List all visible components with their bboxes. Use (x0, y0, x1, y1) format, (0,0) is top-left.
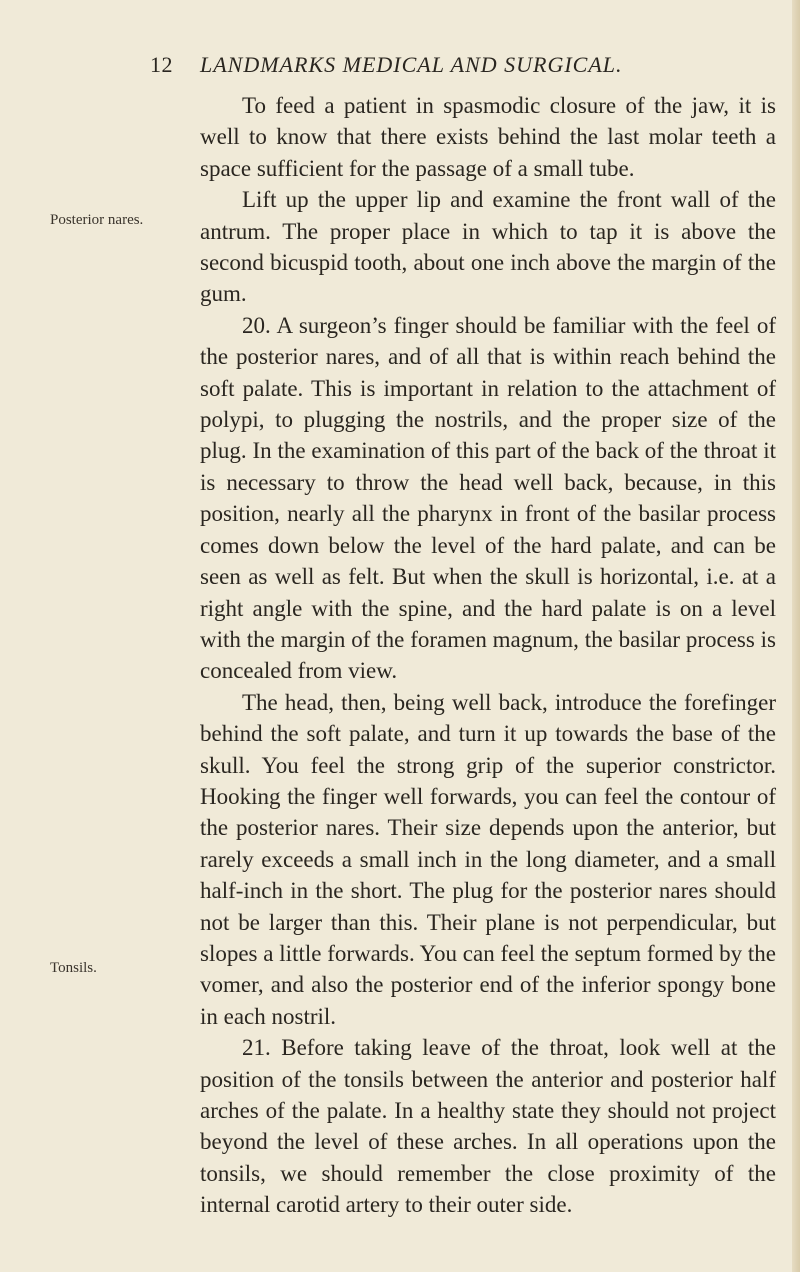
paragraph: The head, then, being well back, introduce the forefinger behind the soft palate, and turn it up towards the base of the skull. You feel the strong grip of the superior constrictor. Hooking the finger well forwards, you can feel the contour of the posterior nares. Their size depends upon the anterior, but rarely exceeds a small inch in the long diameter, and a small half-inch in the short. The plug for the posterior nares should not be larger than this. Their plane is not perpendicular, but slopes a little forwards. You can feel the septum formed by the vomer, and also the posterior end of the inferior spongy bone in each nostril. (200, 689, 776, 1029)
paragraph: Lift up the upper lip and examine the front wall of the antrum. The proper place in which to tap it is above the second bicuspid tooth, about one inch above the margin of the gum. (200, 187, 776, 307)
paragraph: 20. A surgeon’s finger should be familiar with the feel of the posterior nares, and of all that is within reach behind the soft palate. This is important in relation to the attachment of polypi, to plugging the nostrils, and the proper size of the plug. In the examination of this part of the back of the throat it is necessary to throw the head well back, because, in this position, nearly all the pharynx in front of the basilar process comes down below the level of the hard palate, and can be seen as well as felt. But when the skull is horizontal, i.e. at a right angle with the spine, and the hard palate is on a level with the margin of the foramen magnum, the basilar process is concealed from view. (200, 312, 776, 684)
page-number: 12 (150, 52, 173, 77)
running-title: LANDMARKS MEDICAL AND SURGICAL. (200, 52, 623, 77)
margin-note-posterior-nares: Posterior nares. (50, 212, 144, 228)
paragraph: To feed a patient in spasmodic closure of the jaw, it is well to know that there exists behind the last molar teeth a space sufficient for the passage of a small tube. (200, 93, 776, 181)
paragraph: 21. Before taking leave of the throat, look well at the position of the tonsils between the anterior and posterior half arches of the palate. In a healthy state they should not project beyond the level of these arches. In all operations upon the tonsils, we should remember the close proximity of the internal carotid artery to their outer side. (200, 1035, 776, 1218)
page-edge-shadow (792, 0, 800, 1272)
body-text (200, 90, 776, 1221)
margin-note-tonsils: Tonsils. (50, 960, 97, 976)
